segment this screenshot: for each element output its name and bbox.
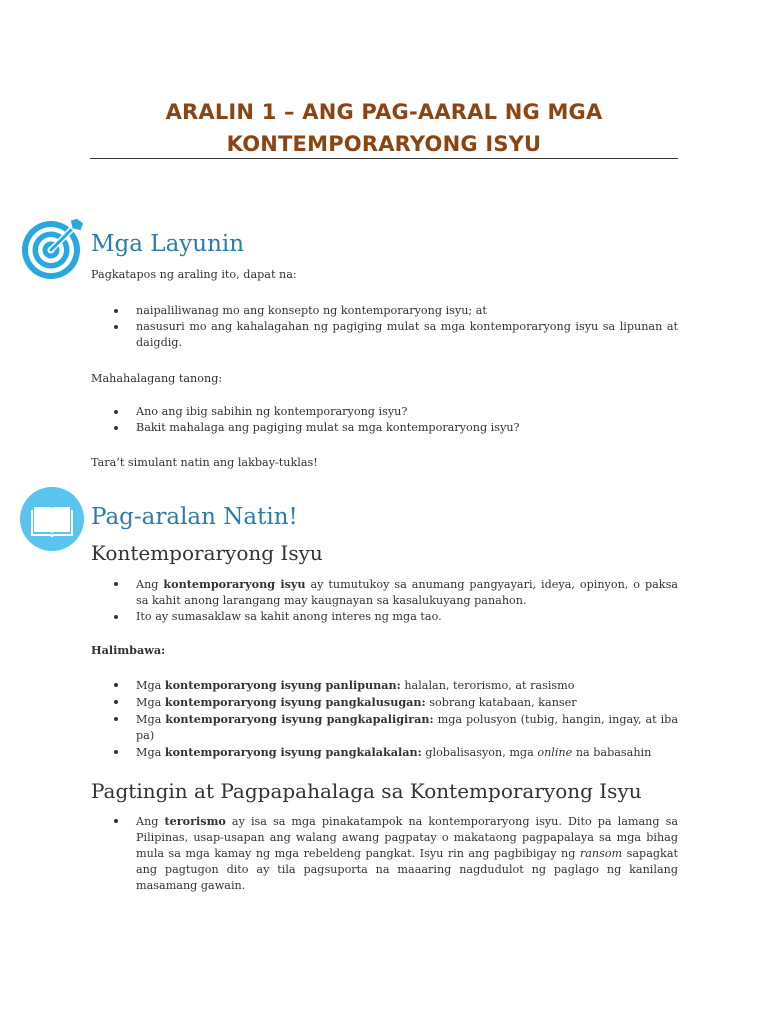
terrorism-list xyxy=(91,813,678,894)
examples-list xyxy=(91,677,678,761)
list-item: Ito ay sumasaklaw sa kahit anong interes ng mga tao. xyxy=(91,609,678,625)
bullet-icon xyxy=(114,582,118,586)
lesson-title-line1: ARALIN 1 – ANG PAG-AARAL NG MGA xyxy=(165,100,603,124)
list-item: naipaliliwanag mo ang konsepto ng kontemporaryong isyu; at xyxy=(91,303,678,319)
objectives-intro: Pagkatapos ng araling ito, dapat na: xyxy=(91,268,297,281)
title-divider xyxy=(90,158,678,159)
bullet-icon xyxy=(114,325,118,329)
book-icon xyxy=(20,487,84,551)
list-item: Mga kontemporaryong isyung panlipunan: halalan, terorismo, at rasismo xyxy=(91,677,678,694)
bullet-icon xyxy=(114,615,118,619)
study-heading: Pag-aralan Natin! xyxy=(91,504,298,530)
list-item: Ang terorismo ay isa sa mga pinakatampok na kontemporaryong isyu. Dito pa lamang sa Pilipinas, usap-usapan ang walang awang pagpatay o makataong pagpapalaya sa mga bihag mula sa mga kamay ng mga rebeldeng pangkat. Isyu rin ang pagbibigay ng ransom sapagkat ang pagtugon dito ay tila pagsuporta na maaaring nagdudulot ng paglago ng kanilang masamang gawain. xyxy=(91,813,678,894)
examples-label: Halimbawa: xyxy=(91,643,166,657)
list-item: Mga kontemporaryong isyung pangkapaligiran: mga polusyon (tubig, hangin, ingay, at iba pa) xyxy=(91,711,678,744)
list-item: Ano ang ibig sabihin ng kontemporaryong isyu? xyxy=(91,404,678,420)
list-item: Mga kontemporaryong isyung pangkalakalan: globalisasyon, mga online na babasahin xyxy=(91,744,678,761)
target-icon xyxy=(20,215,86,281)
objectives-list xyxy=(91,303,678,351)
bullet-icon xyxy=(114,309,118,313)
bullet-icon xyxy=(114,717,118,721)
list-item: Ang kontemporaryong isyu ay tumutukoy sa anumang pangyayari, ideya, opinyon, o paksa sa kahit anong larangang may kaugnayan sa kasalukuyang panahon. xyxy=(91,576,678,609)
closing-line: Tara’t simulant natin ang lakbay-tuklas! xyxy=(91,456,318,469)
bullet-icon xyxy=(114,410,118,414)
contemporary-issue-heading: Kontemporaryong Isyu xyxy=(91,541,323,565)
bullet-icon xyxy=(114,700,118,704)
lesson-title-line2: KONTEMPORARYONG ISYU xyxy=(226,132,542,156)
questions-list xyxy=(91,404,678,436)
bullet-icon xyxy=(114,683,118,687)
perspective-heading: Pagtingin at Pagpapahalaga sa Kontemporaryong Isyu xyxy=(91,779,642,803)
lesson-title xyxy=(90,96,678,160)
bullet-icon xyxy=(114,750,118,754)
bullet-icon xyxy=(114,426,118,430)
list-item: nasusuri mo ang kahalagahan ng pagiging mulat sa mga kontemporaryong isyu sa lipunan at daigdig. xyxy=(91,319,678,351)
objectives-heading: Mga Layunin xyxy=(91,231,245,257)
list-item: Mga kontemporaryong isyung pangkalusugan: sobrang katabaan, kanser xyxy=(91,694,678,711)
questions-label: Mahahalagang tanong: xyxy=(91,372,223,385)
list-item: Bakit mahalaga ang pagiging mulat sa mga kontemporaryong isyu? xyxy=(91,420,678,436)
definition-list xyxy=(91,576,678,625)
bullet-icon xyxy=(114,819,118,823)
